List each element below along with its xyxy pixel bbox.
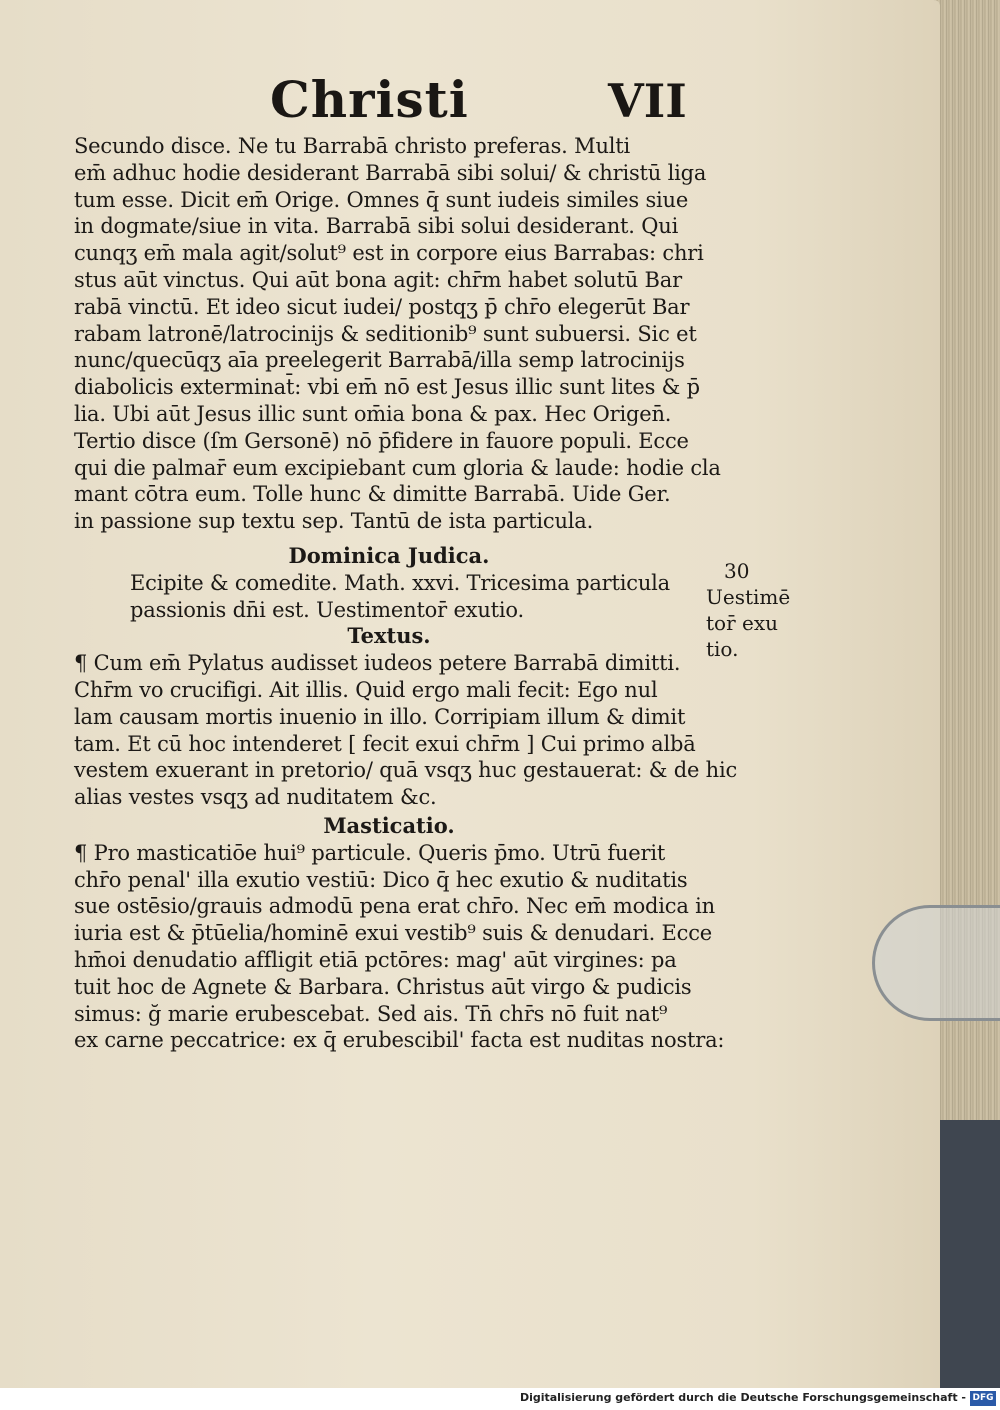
- text-line: rabam latronē/latrocinijs & seditionib⁹ sunt subuersi. Sic et: [74, 321, 697, 346]
- margin-note-line: tio.: [706, 637, 739, 661]
- backdrop-corner: [940, 1120, 1000, 1388]
- text-line: ¶ Pro masticatiōe hui⁹ particule. Queris p̄mo. Utrū fuerit: [74, 840, 666, 865]
- running-head: Christi: [270, 70, 469, 129]
- text-line: sue ostēsio/grauis admodū pena erat chr̄o. Nec em̄ modica in: [74, 894, 715, 919]
- text-line: Secundo disce. Ne tu Barrabā christo preferas. Multi: [74, 134, 631, 158]
- intro-paragraph: [74, 570, 704, 624]
- text-line: Chr̄m vo crucifigi. Ait illis. Quid ergo mali fecit: Ego nul: [74, 677, 658, 702]
- margin-note: [706, 558, 806, 662]
- text-line: ¶ Cum em̄ Pylatus audisset iudeos petere Barrabā dimitti.: [74, 651, 681, 676]
- margin-note-line: tor̄ exu: [706, 611, 778, 635]
- text-line: tum esse. Dicit em̄ Orige. Omnes q̄ sunt iudeis similes siue: [74, 187, 689, 212]
- text-line: iuria est & p̄tūelia/hominē exui vestib⁹ suis & denudari. Ecce: [74, 921, 713, 946]
- text-line: passionis dn̄i est. Uestimentor̄ exutio.: [130, 597, 524, 622]
- text-line: in dogmate/siue in vita. Barrabā sibi solui desiderant. Qui: [74, 214, 679, 239]
- text-line: tuit hoc de Agnete & Barbara. Christus aūt virgo & pudicis: [74, 974, 692, 999]
- footer-credit: Digitalisierung gefördert durch die Deutsche Forschungsgemeinschaft -: [519, 1391, 966, 1404]
- text-line: Ecipite & comedite. Math. xxvi. Tricesima particula: [130, 570, 670, 595]
- margin-note-line: Uestimē: [706, 585, 791, 609]
- text-line: nunc/quecūqʒ aīa preelegerit Barrabā/illa semp latrocinijs: [74, 348, 685, 373]
- masticatio-paragraph: [74, 840, 725, 1054]
- text-line: Tertio disce (ſm Gersonē) nō p̄fidere in fauore populi. Ecce: [74, 428, 689, 453]
- footer-bar: [0, 1388, 1000, 1410]
- page-header: [0, 70, 940, 140]
- textus-heading: Textus.: [347, 623, 431, 649]
- dfg-logo: DFG: [970, 1391, 996, 1406]
- text-line: vestem exuerant in pretorio/ quā vsqʒ huc gestauerat: & de hic: [74, 758, 738, 783]
- paragraph-secundo: [74, 133, 721, 535]
- folio-number: VII: [608, 74, 687, 128]
- text-line: lia. Ubi aūt Jesus illic sunt om̄ia bona & pax. Hec Origen̄.: [74, 401, 672, 426]
- text-line: em̄ adhuc hodie desiderant Barrabā sibi solui/ & christū liga: [74, 160, 707, 185]
- text-line: ex carne peccatrice: ex q̄ erubescibil' facta est nuditas nostra:: [74, 1028, 725, 1053]
- text-line: hm̄oi denudatio affligit etiā pctōres: mag' aūt virgines: pa: [74, 947, 677, 972]
- text-line: qui die palmar̄ eum excipiebant cum gloria & laude: hodie cla: [74, 455, 721, 480]
- text-line: cunqʒ em̄ mala agit/solut⁹ est in corpore eius Barrabas: chri: [74, 241, 704, 266]
- text-line: diabolicis exterminat̄: vbi em̄ nō est Jesus illic sunt lites & p̄: [74, 375, 700, 400]
- text-line: rabā vinctū. Et ideo sicut iudei/ postqʒ p̄ chr̄o elegerūt Bar: [74, 294, 690, 319]
- text-line: chr̄o penal' illa exutio vestiū: Dico q̄ hec exutio & nuditatis: [74, 867, 688, 892]
- text-line: alias vestes vsqʒ ad nuditatem &c.: [74, 785, 437, 810]
- page-clip-holder: [872, 905, 1000, 1021]
- section-heading: Dominica Judica.: [288, 542, 490, 568]
- text-line: mant cōtra eum. Tolle hunc & dimitte Barrabā. Uide Ger.: [74, 482, 671, 507]
- masticatio-heading: Masticatio.: [323, 812, 455, 838]
- text-line: simus: ğ marie erubescebat. Sed ais. Tn̄ chr̄s nō fuit nat⁹: [74, 1001, 668, 1026]
- text-line: lam causam mortis inuenio in illo. Corripiam illum & dimit: [74, 704, 686, 729]
- textus-paragraph: [74, 650, 738, 811]
- text-line: tam. Et cū hoc intenderet [ fecit exui chr̄m ] Cui primo albā: [74, 731, 696, 756]
- margin-note-number: 30: [724, 559, 750, 583]
- text-line: stus aūt vinctus. Qui aūt bona agit: chr̄m habet solutū Bar: [74, 267, 682, 292]
- text-line: in passione sup textu sep. Tantū de ista particula.: [74, 509, 594, 534]
